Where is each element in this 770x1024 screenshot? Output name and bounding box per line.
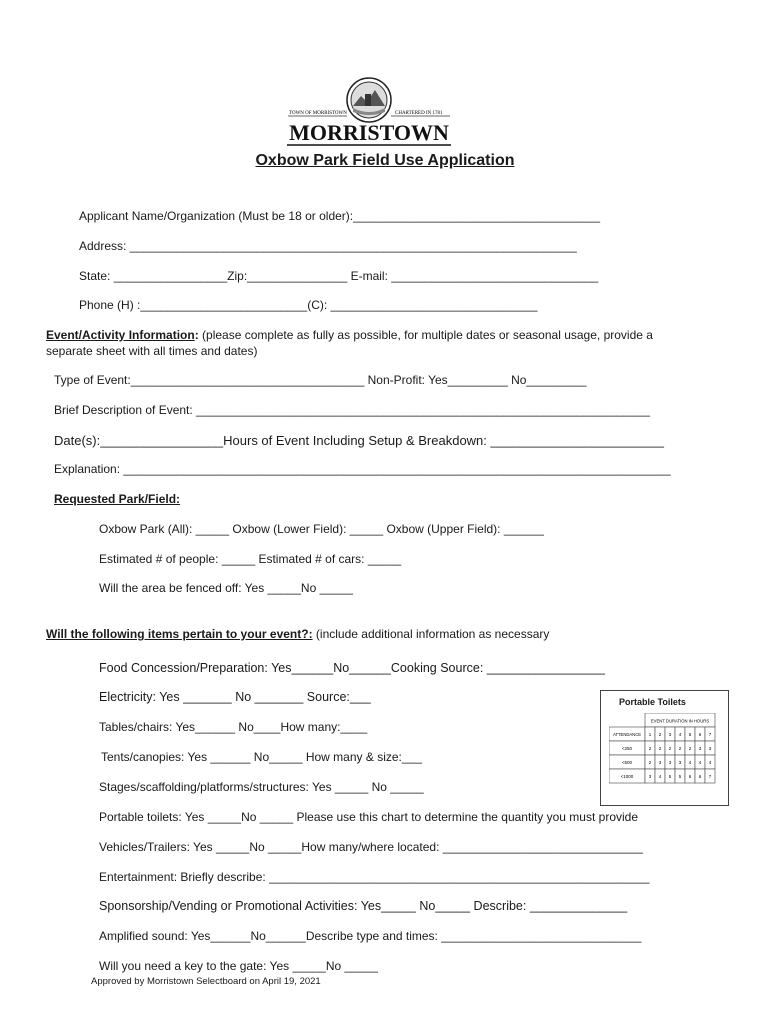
- approval-footer: Approved by Morristown Selectboard on April 19, 2021: [91, 976, 321, 987]
- chart-col-number: 7: [708, 732, 712, 737]
- tables-chairs-field[interactable]: Tables/chairs: Yes______ No____How many:____: [99, 720, 368, 734]
- svg-text:TOWN OF MORRISTOWN: TOWN OF MORRISTOWN: [289, 111, 347, 116]
- chart-cell-value: 3: [658, 760, 662, 765]
- address-field[interactable]: Address: ___________________________________________________________________: [79, 239, 577, 253]
- explanation-field[interactable]: Explanation: __________________________________________________________________________________: [54, 462, 671, 476]
- chart-cell-value: 4: [708, 760, 712, 765]
- chart-cell-value: 6: [698, 774, 702, 779]
- chart-cell-value: 4: [688, 760, 692, 765]
- fenced-off-field[interactable]: Will the area be fenced off: Yes _____No _____: [99, 581, 353, 595]
- chart-row-label: <250: [621, 746, 633, 751]
- chart-cell-value: 5: [668, 774, 672, 779]
- dates-hours-field[interactable]: Date(s):_________________Hours of Event Including Setup & Breakdown: ________________________: [54, 433, 665, 448]
- chart-cell-value: 4: [698, 760, 702, 765]
- chart-cell-value: 5: [678, 774, 682, 779]
- gate-key-field[interactable]: Will you need a key to the gate: Yes _____No _____: [99, 959, 378, 973]
- chart-cell-value: 3: [648, 774, 652, 779]
- chart-cell-value: 2: [648, 746, 652, 751]
- chart-cell-value: 3: [698, 746, 702, 751]
- chart-cell-value: 7: [708, 774, 712, 779]
- chart-col-number: 5: [688, 732, 692, 737]
- chart-cell-value: 4: [658, 774, 662, 779]
- brief-description-field[interactable]: Brief Description of Event: ____________________________________________________________________: [54, 403, 650, 417]
- chart-col-label-text: ATTENDANCE: [612, 732, 642, 737]
- people-cars-field[interactable]: Estimated # of people: _____ Estimated # of cars: _____: [99, 552, 402, 566]
- vehicles-trailers-field[interactable]: Vehicles/Trailers: Yes _____No _____How many/where located: ______________________________: [99, 840, 643, 854]
- morristown-logo: [283, 76, 455, 148]
- portable-toilets-chart: [600, 690, 729, 806]
- event-info-note-2: separate sheet with all times and dates): [46, 344, 258, 358]
- type-of-event-field[interactable]: Type of Event:___________________________________ Non-Profit: Yes_________ No_________: [54, 373, 587, 387]
- sponsorship-field[interactable]: Sponsorship/Vending or Promotional Activities: Yes_____ No_____ Describe: ______________: [99, 899, 628, 913]
- chart-row-label: <500: [621, 760, 633, 765]
- chart-cell-value: 2: [648, 760, 652, 765]
- toilet-grid: [609, 713, 715, 783]
- chart-cell-value: 3: [668, 760, 672, 765]
- park-field-selection[interactable]: Oxbow Park (All): _____ Oxbow (Lower Field): _____ Oxbow (Upper Field): ______: [99, 522, 544, 536]
- chart-col-number: 3: [668, 732, 672, 737]
- chart-cell-value: 2: [678, 746, 682, 751]
- chart-cell-value: 2: [668, 746, 672, 751]
- chart-cell-value: 2: [688, 746, 692, 751]
- applicant-name-field[interactable]: Applicant Name/Organization (Must be 18 or older):_____________________________________: [79, 209, 601, 223]
- items-note: (include additional information as necessary: [312, 627, 550, 641]
- tents-canopies-field[interactable]: Tents/canopies: Yes ______ No_____ How many & size:___: [101, 750, 422, 764]
- amplified-sound-field[interactable]: Amplified sound: Yes______No______Describe type and times: ______________________________: [99, 929, 642, 943]
- chart-cell-value: 3: [678, 760, 682, 765]
- chart-cell-value: 6: [688, 774, 692, 779]
- event-info-note: (please complete as fully as possible, for multiple dates or seasonal usage, provide a: [198, 328, 653, 342]
- stages-field[interactable]: Stages/scaffolding/platforms/structures: Yes _____ No _____: [99, 780, 424, 794]
- phone-field[interactable]: Phone (H) :_________________________(C): _______________________________: [79, 298, 538, 312]
- toilet-table: [609, 713, 717, 795]
- items-heading: Will the following items pertain to your event?:: [46, 627, 313, 641]
- page-title: Oxbow Park Field Use Application: [255, 152, 515, 169]
- svg-text:CHARTERED IN 1781: CHARTERED IN 1781: [395, 111, 443, 116]
- state-zip-email-field[interactable]: State: _________________Zip:_______________ E-mail: _______________________________: [79, 269, 599, 283]
- chart-col-number: 1: [648, 732, 652, 737]
- chart-cell-value: 2: [658, 746, 662, 751]
- chart-col-number: 2: [658, 732, 662, 737]
- items-intro: [46, 627, 549, 641]
- event-info-heading: Event/Activity Information: [46, 328, 195, 342]
- food-concession-field[interactable]: Food Concession/Preparation: Yes______No______Cooking Source: _________________: [99, 661, 605, 675]
- chart-col-number: 6: [698, 732, 702, 737]
- event-info-colon: :: [194, 328, 199, 342]
- entertainment-field[interactable]: Entertainment: Briefly describe: _________________________________________________________: [99, 870, 650, 884]
- chart-title: Portable Toilets: [619, 697, 686, 707]
- requested-park-heading: Requested Park/Field:: [54, 492, 181, 506]
- svg-text:MORRISTOWN: MORRISTOWN: [289, 120, 449, 145]
- event-info-intro: [46, 328, 653, 342]
- portable-toilets-field[interactable]: Portable toilets: Yes _____No _____ Please use this chart to determine the quantity you must provide: [99, 810, 639, 824]
- chart-header-text: EVENT DURATION IN HOURS: [650, 718, 710, 724]
- chart-cell-value: 3: [708, 746, 712, 751]
- electricity-field[interactable]: Electricity: Yes _______ No _______ Source:___: [99, 690, 371, 704]
- chart-row-label: <1000: [620, 774, 634, 779]
- chart-col-number: 4: [678, 732, 682, 737]
